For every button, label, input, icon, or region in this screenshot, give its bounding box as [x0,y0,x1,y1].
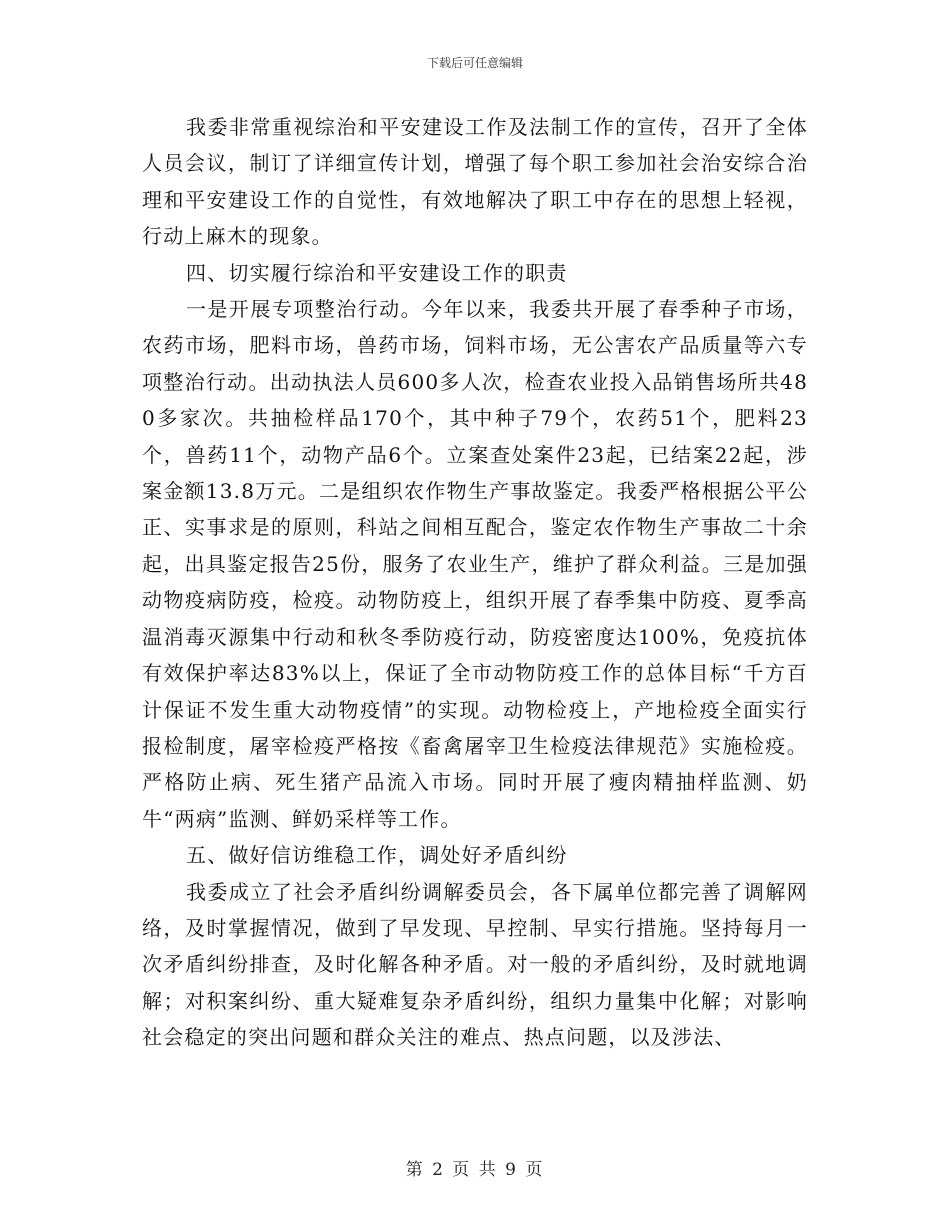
section-heading-four: 四、切实履行综治和平安建设工作的职责 [186,260,568,285]
document-body [142,109,808,1056]
paragraph-duties: 一是开展专项整治行动。今年以来，我委共开展了春季种子市场，农药市场，肥料市场，兽药市场，饲料市场，无公害农产品质量等六专项整治行动。出动执法人员600多人次，检查农业投入品销售场所共480多家次。共抽检样品170个，其中种子79个，农药51个，肥料23个，兽药11个，动物产品6个。立案查处案件23起，已结案22起，涉案金额13.8万元。二是组织农作物生产事故鉴定。我委严格根据公平公正、实事求是的原则，科站之间相互配合，鉴定农作物生产事故二十余起，出具鉴定报告25份，服务了农业生产，维护了群众利益。三是加强动物疫病防疫，检疫。动物防疫上，组织开展了春季集中防疫、夏季高温消毒灭源集中行动和秋冬季防疫行动，防疫密度达100%，免疫抗体有效保护率达83%以上，保证了全市动物防疫工作的总体目标“千方百计保证不发生重大动物疫情”的实现。动物检疫上，产地检疫全面实行报检制度，屠宰检疫严格按《畜禽屠宰卫生检疫法律规范》实施检疫。严格防止病、死生猪产品流入市场。同时开展了瘦肉精抽样监测、奶牛“两病”监测、鲜奶采样等工作。 [142,297,808,831]
paragraph-mediation: 我委成立了社会矛盾纠纷调解委员会，各下属单位都完善了调解网络，及时掌握情况，做到了早发现、早控制、早实行措施。坚持每月一次矛盾纠纷排查，及时化解各种矛盾。对一般的矛盾纠纷，及时就地调解；对积案纠纷、重大疑难复杂矛盾纠纷，组织力量集中化解；对影响社会稳定的突出问题和群众关注的难点、热点问题，以及涉法、 [142,879,808,1050]
section-heading-five: 五、做好信访维稳工作，调处好矛盾纠纷 [186,843,568,868]
header-note: 下载后可任意编辑 [426,56,523,70]
paragraph-publicity: 我委非常重视综治和平安建设工作及法制工作的宣传，召开了全体人员会议，制订了详细宣传计划，增强了每个职工参加社会治安综合治理和平安建设工作的自觉性，有效地解决了职工中存在的思想上轻视，行动上麻木的现象。 [142,115,808,249]
page-number: 第 2 页 共 9 页 [405,1160,545,1180]
